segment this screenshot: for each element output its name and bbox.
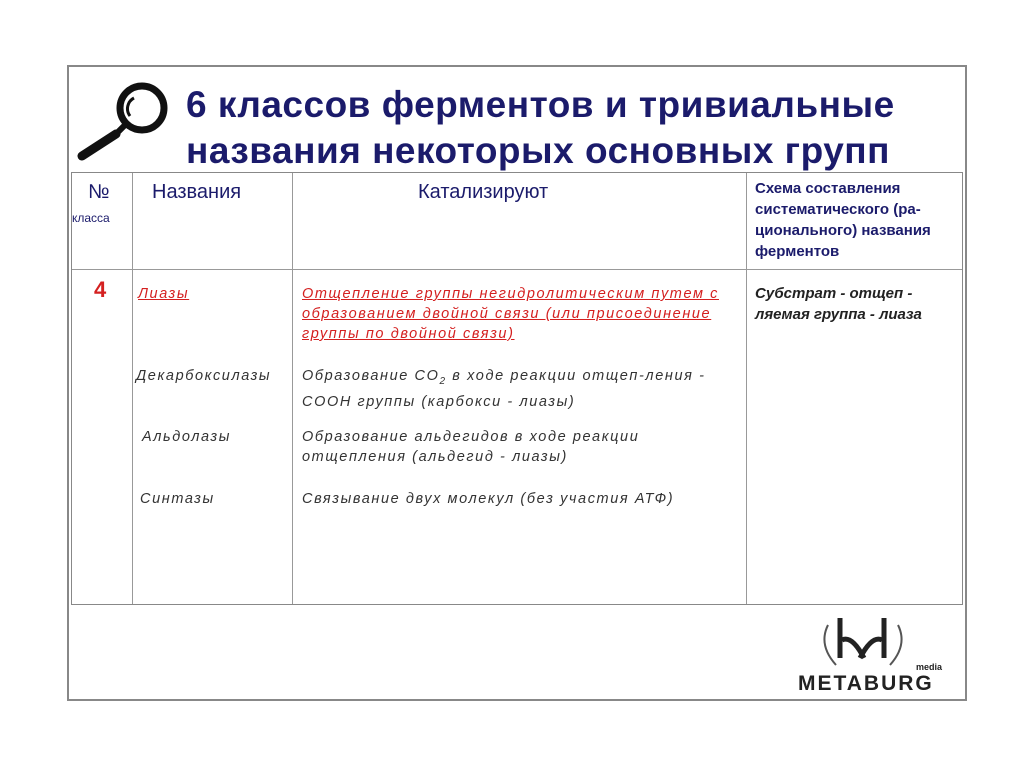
page-title <box>186 82 895 174</box>
catalyze-aldolases: Образование альдегидов в ходе реакции отщепления (альдегид - лиазы) <box>302 429 640 465</box>
text: в ходе реакции отщеп-ления -COOH группы (карбокси - лиазы) <box>302 368 706 410</box>
subscript: 2 <box>439 375 447 387</box>
magnifier-icon <box>76 76 176 166</box>
name-synthases: Синтазы <box>140 491 215 507</box>
name-decarboxylases: Декарбоксилазы <box>136 368 272 384</box>
catalyze-decarboxylases <box>302 366 722 412</box>
text: Образование CO <box>302 368 440 384</box>
logo-sub: media <box>916 662 943 670</box>
name-aldolases: Альдолазы <box>142 429 231 445</box>
logo-text: METABURG <box>798 672 934 695</box>
divider <box>746 173 747 604</box>
divider <box>72 269 962 270</box>
catalyze-lyases: Отщепление группы негидролитическим путем с образованием двойной связи (или присоединение группы по двойной связи) <box>302 286 719 342</box>
header-scheme: Схема составления систематического (ра-ционального) названия ферментов <box>755 180 931 260</box>
header-num: № <box>88 181 110 203</box>
logo-figures-icon <box>798 610 948 670</box>
header-names: Названия <box>152 181 242 203</box>
enzyme-table <box>71 172 963 605</box>
class-number: 4 <box>94 277 107 302</box>
catalyze-synthases: Связывание двух молекул (без участия АТФ) <box>302 491 675 507</box>
divider <box>132 173 133 604</box>
metaburg-logo <box>798 610 948 696</box>
divider <box>292 173 293 604</box>
title-line-1: 6 классов ферментов и тривиальные <box>186 84 895 125</box>
title-line-2: названия некоторых основных групп <box>186 130 890 171</box>
name-lyases: Лиазы <box>138 286 190 302</box>
header-catalyze: Катализируют <box>418 181 549 203</box>
header-num-sub: класса <box>72 211 110 225</box>
scheme-text: Субстрат - отщеп - ляемая группа - лиаза <box>755 285 922 323</box>
